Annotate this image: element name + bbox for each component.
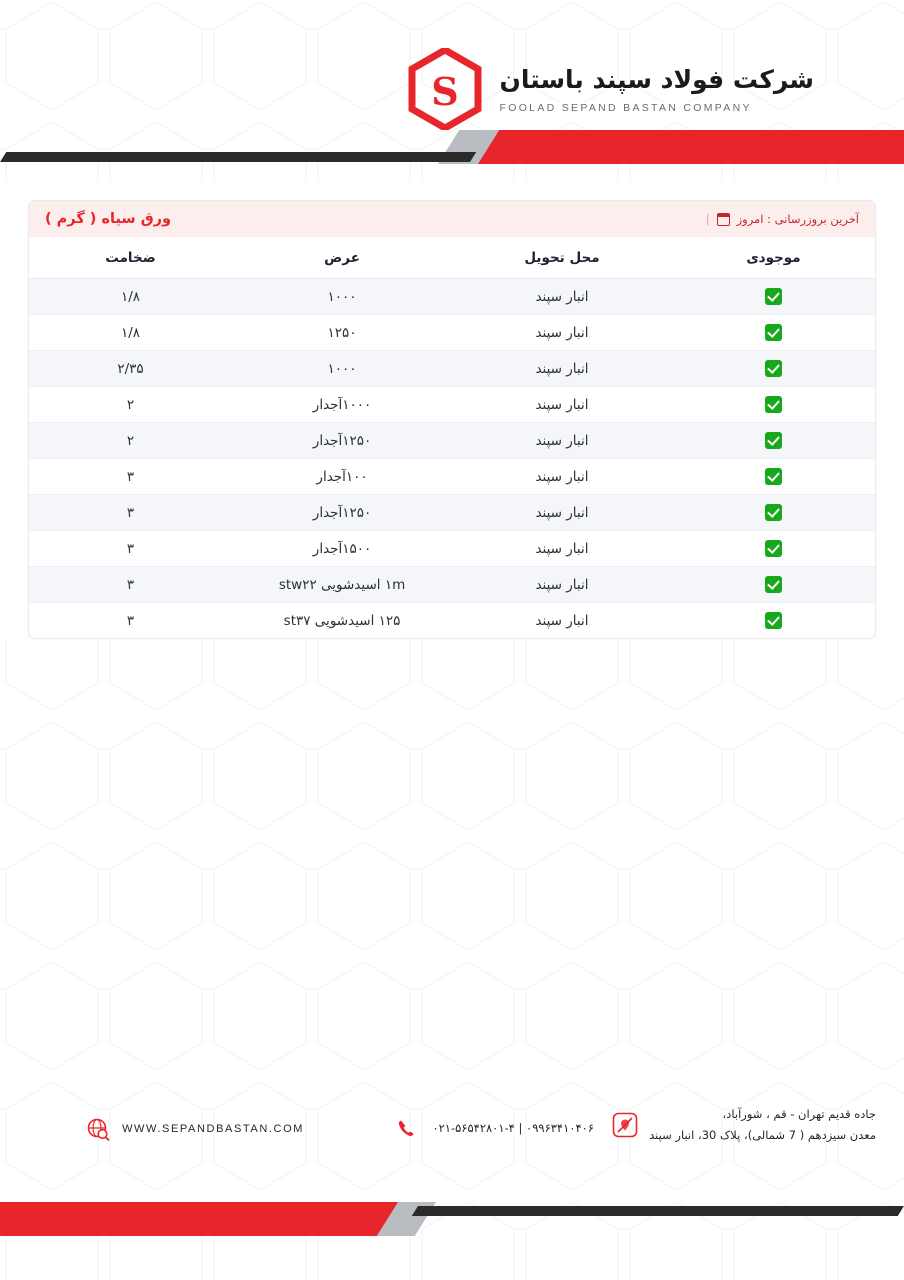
cell-stock [672, 567, 875, 603]
table-row [29, 387, 875, 423]
cell-width: ۱۰۰۰ [232, 279, 452, 315]
header-bar-dark [0, 152, 476, 162]
cell-stock [672, 279, 875, 315]
header-decorative-bars [0, 130, 904, 172]
table-header-row [29, 237, 875, 279]
cell-place: انبار سپند [452, 351, 672, 387]
cell-place: انبار سپند [452, 279, 672, 315]
check-icon [765, 612, 782, 629]
footer-bar-red [0, 1202, 420, 1236]
cell-place: انبار سپند [452, 567, 672, 603]
card-title: ورق سیاه ( گرم ) [45, 211, 172, 227]
cell-place: انبار سپند [452, 423, 672, 459]
last-update-info [706, 212, 859, 226]
meta-separator: | [705, 212, 710, 226]
check-icon [765, 468, 782, 485]
footer-website-text: WWW.SEPANDBASTAN.COM [122, 1122, 304, 1135]
cell-width: ۱۲۵۰ [232, 315, 452, 351]
cell-stock [672, 531, 875, 567]
table-row [29, 279, 875, 315]
page-header [0, 0, 904, 172]
cell-thickness: ۳ [29, 495, 232, 531]
cell-stock [672, 315, 875, 351]
cell-width: ۱۲۵۰آجدار [232, 423, 452, 459]
cell-thickness: ۱/۸ [29, 315, 232, 351]
cell-place: انبار سپند [452, 531, 672, 567]
check-icon [765, 324, 782, 341]
address-line-1: جاده قدیم تهران - قم ، شورآباد، [722, 1107, 876, 1121]
table-row [29, 351, 875, 387]
footer-address-block [612, 1104, 876, 1147]
cell-thickness: ۲ [29, 387, 232, 423]
cell-place: انبار سپند [452, 387, 672, 423]
cell-stock [672, 603, 875, 639]
cell-stock [672, 387, 875, 423]
footer-phone-block[interactable] [395, 1116, 594, 1142]
footer-bar-dark [412, 1206, 904, 1216]
column-header-place: محل تحویل [452, 237, 672, 279]
check-icon [765, 540, 782, 557]
cell-stock [672, 495, 875, 531]
location-icon [612, 1112, 638, 1138]
card-header [29, 201, 875, 237]
column-header-thickness: ضخامت [29, 237, 232, 279]
header-bar-red [452, 130, 904, 164]
column-header-width: عرض [232, 237, 452, 279]
cell-thickness: ۲/۳۵ [29, 351, 232, 387]
cell-width: ۱۵۰۰آجدار [232, 531, 452, 567]
cell-place: انبار سپند [452, 315, 672, 351]
company-name-en: FOOLAD SEPAND BASTAN COMPANY [499, 101, 752, 114]
table-row [29, 459, 875, 495]
company-name-fa: شرکت فولاد سپند باستان [499, 64, 814, 94]
product-table-card [28, 200, 876, 639]
table-row [29, 315, 875, 351]
cell-thickness: ۲ [29, 423, 232, 459]
cell-place: انبار سپند [452, 603, 672, 639]
cell-place: انبار سپند [452, 459, 672, 495]
check-icon [765, 576, 782, 593]
cell-place: انبار سپند [452, 495, 672, 531]
footer-contact-info [0, 1104, 904, 1166]
table-row [29, 495, 875, 531]
page-footer [0, 1090, 904, 1280]
logo-hexagon-icon [408, 48, 482, 130]
cell-thickness: ۱/۸ [29, 279, 232, 315]
cell-width: ۱m اسیدشویی stw۲۲ [232, 567, 452, 603]
cell-width: ۱۲۵ اسیدشویی st۳۷ [232, 603, 452, 639]
cell-width: ۱۲۵۰آجدار [232, 495, 452, 531]
calendar-icon [717, 213, 730, 226]
svg-text:S: S [430, 69, 459, 114]
cell-thickness: ۳ [29, 531, 232, 567]
cell-width: ۱۰۰۰آجدار [232, 387, 452, 423]
table-row [29, 423, 875, 459]
check-icon [765, 432, 782, 449]
check-icon [765, 504, 782, 521]
check-icon [765, 288, 782, 305]
address-line-2: معدن سیزدهم ( 7 شمالی)، پلاک 30، انبار سپند [649, 1128, 876, 1143]
footer-website-block[interactable] [85, 1116, 304, 1142]
phone-icon [395, 1116, 421, 1142]
table-row [29, 531, 875, 567]
product-table [29, 237, 875, 638]
globe-icon [85, 1116, 111, 1142]
cell-stock [672, 459, 875, 495]
last-update-label: آخرین بروزرسانی : امروز [736, 212, 859, 226]
cell-stock [672, 423, 875, 459]
footer-phone-text: ۰۹۹۶۳۴۱۰۴۰۶ | ۰۲۱-۵۶۵۴۲۸۰۱-۴ [432, 1121, 594, 1136]
table-row [29, 567, 875, 603]
cell-thickness: ۳ [29, 567, 232, 603]
cell-width: ۱۰۰آجدار [232, 459, 452, 495]
column-header-stock: موجودی [672, 237, 875, 279]
cell-thickness: ۳ [29, 459, 232, 495]
cell-width: ۱۰۰۰ [232, 351, 452, 387]
company-logo [408, 48, 814, 130]
cell-stock [672, 351, 875, 387]
table-row [29, 603, 875, 639]
cell-thickness: ۳ [29, 603, 232, 639]
table-body [29, 279, 875, 639]
check-icon [765, 360, 782, 377]
footer-address-text [649, 1104, 876, 1147]
footer-decorative-bars [0, 1196, 904, 1236]
check-icon [765, 396, 782, 413]
